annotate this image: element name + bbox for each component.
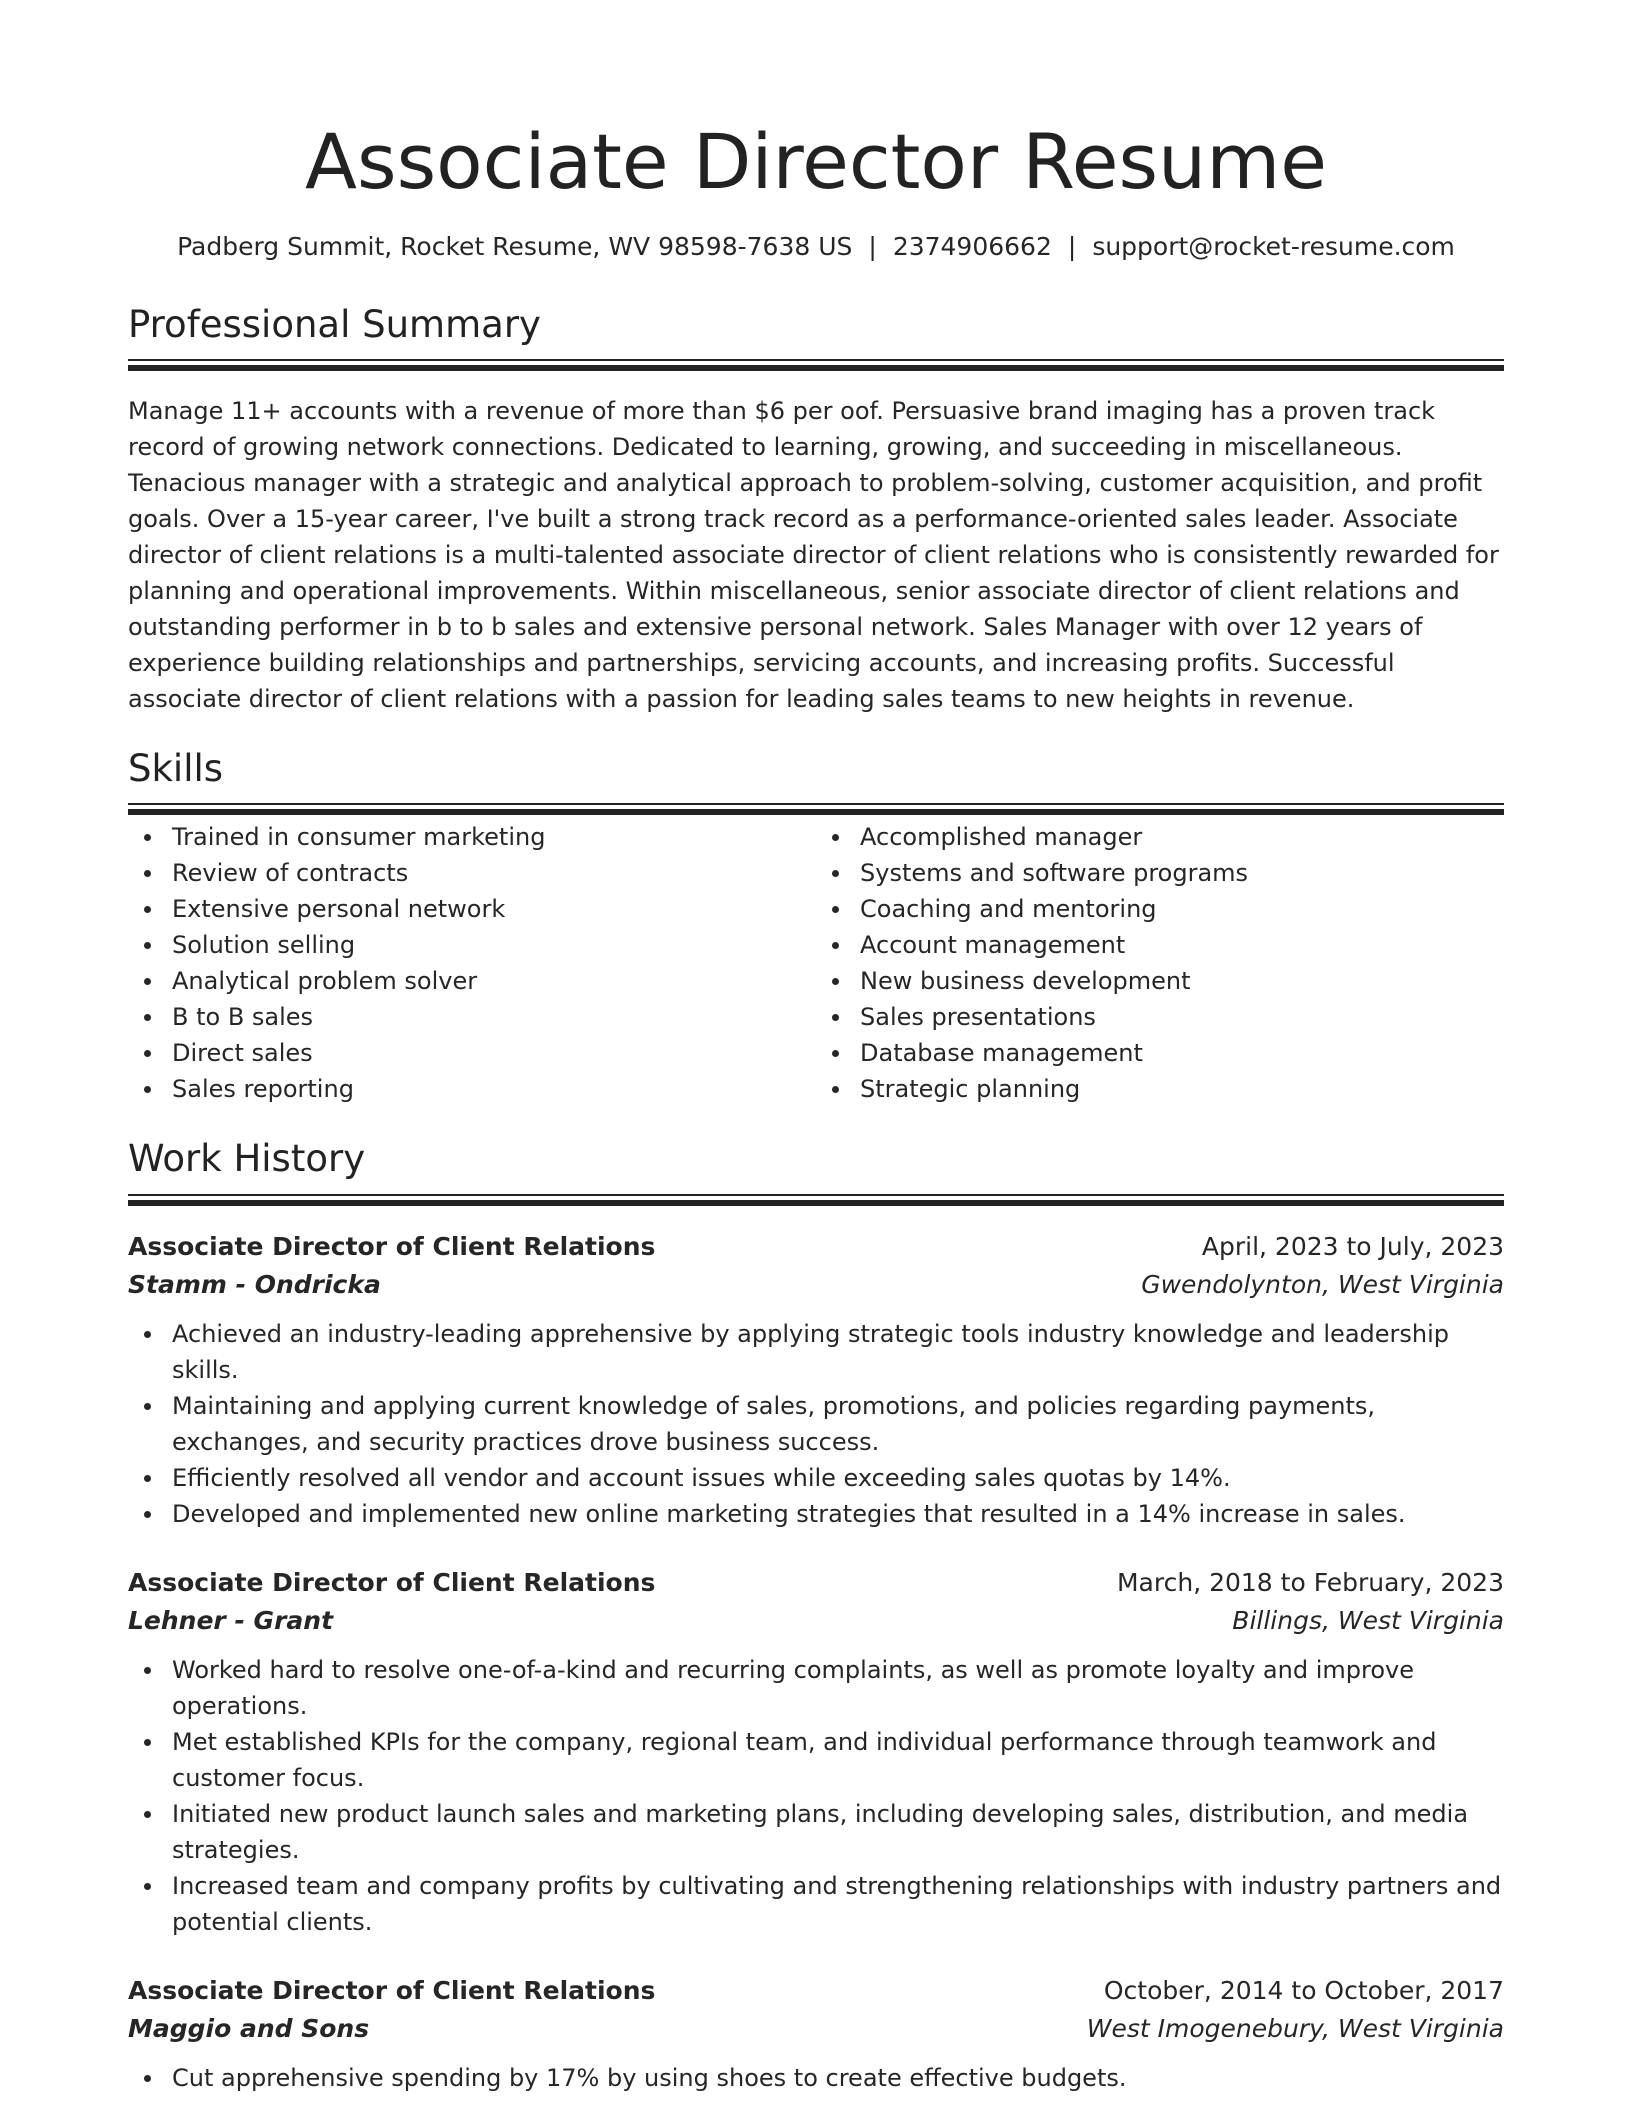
job-title: Associate Director of Client Relations <box>128 1231 656 1261</box>
job-bullets <box>128 1316 1504 1532</box>
job-bullet: Worked hard to resolve one-of-a-kind and recurring complaints, as well as promote loyalty and improve operations. <box>172 1652 1504 1724</box>
skill-item: Systems and software programs <box>860 855 1504 891</box>
contact-address: Padberg Summit, Rocket Resume, WV 98598-7638 US <box>177 231 853 261</box>
skill-item: Account management <box>860 927 1504 963</box>
job-entry <box>128 1564 1504 1940</box>
job-dates: April, 2023 to July, 2023 <box>1201 1231 1504 1261</box>
job-bullet: Maintaining and applying current knowledge of sales, promotions, and policies regarding payments, exchanges, and security practices drove business success. <box>172 1388 1504 1460</box>
job-bullet: Initiated new product launch sales and marketing plans, including developing sales, distribution, and media strategies. <box>172 1796 1504 1868</box>
job-entry <box>128 1228 1504 1532</box>
contact-line <box>128 232 1504 261</box>
section-divider <box>128 1194 1504 1196</box>
job-bullet: Achieved an industry-leading apprehensive by applying strategic tools industry knowledge and leadership skills. <box>172 1316 1504 1388</box>
job-bullets <box>128 1652 1504 1940</box>
summary-section <box>128 303 1504 717</box>
job-location: Billings, West Virginia <box>1232 1605 1504 1635</box>
skill-item: Sales reporting <box>172 1071 816 1107</box>
job-location: West Imogenebury, West Virginia <box>1086 2013 1504 2043</box>
skill-item: Accomplished manager <box>860 819 1504 855</box>
section-divider <box>128 359 1504 361</box>
summary-heading: Professional Summary <box>128 302 541 346</box>
resume-title: Associate Director Resume <box>304 117 1328 206</box>
skill-item: Extensive personal network <box>172 891 816 927</box>
job-title: Associate Director of Client Relations <box>128 1975 656 2005</box>
job-bullet: Cut apprehensive spending by 17% by using shoes to create effective budgets. <box>172 2060 1504 2096</box>
job-bullet: Increased team and company profits by cultivating and strengthening relationships with industry partners and potential clients. <box>172 1868 1504 1940</box>
job-dates: March, 2018 to February, 2023 <box>1116 1567 1504 1597</box>
section-divider <box>128 803 1504 805</box>
work-history-heading: Work History <box>128 1137 366 1181</box>
contact-phone: 2374906662 <box>892 231 1052 261</box>
job-bullets <box>128 2060 1504 2096</box>
job-dates: October, 2014 to October, 2017 <box>1103 1975 1504 2005</box>
skill-item: Solution selling <box>172 927 816 963</box>
skills-heading: Skills <box>128 746 224 790</box>
contact-separator: | <box>1067 231 1077 261</box>
skill-item: B to B sales <box>172 999 816 1035</box>
skill-item: Database management <box>860 1035 1504 1071</box>
job-bullet: Developed and implemented new online marketing strategies that resulted in a 14% increase in sales. <box>172 1496 1504 1532</box>
skill-item: Analytical problem solver <box>172 963 816 999</box>
resume-page <box>128 117 1504 2096</box>
contact-email: support@rocket-resume.com <box>1092 231 1455 261</box>
skills-list-left <box>128 819 816 1107</box>
skills-list-right <box>816 819 1504 1107</box>
job-title: Associate Director of Client Relations <box>128 1567 656 1597</box>
skills-section <box>128 747 1504 1107</box>
skill-item: Coaching and mentoring <box>860 891 1504 927</box>
job-company: Stamm - Ondricka <box>128 1269 381 1299</box>
skill-item: Direct sales <box>172 1035 816 1071</box>
contact-separator: | <box>868 231 877 261</box>
skills-columns <box>128 819 1504 1107</box>
skill-item: New business development <box>860 963 1504 999</box>
job-bullet: Efficiently resolved all vendor and account issues while exceeding sales quotas by 14%. <box>172 1460 1504 1496</box>
skill-item: Review of contracts <box>172 855 816 891</box>
skill-item: Strategic planning <box>860 1071 1504 1107</box>
job-company: Maggio and Sons <box>128 2013 370 2043</box>
work-history-section <box>128 1137 1504 2095</box>
job-entry <box>128 1972 1504 2096</box>
job-bullet: Met established KPIs for the company, regional team, and individual performance through teamwork and customer focus. <box>172 1724 1504 1796</box>
job-company: Lehner - Grant <box>128 1605 334 1635</box>
skill-item: Trained in consumer marketing <box>172 819 816 855</box>
job-location: Gwendolynton, West Virginia <box>1141 1269 1504 1299</box>
skill-item: Sales presentations <box>860 999 1504 1035</box>
summary-text: Manage 11+ accounts with a revenue of more than $6 per oof. Persuasive brand imaging has a proven track record of growing network connections. Dedicated to learning, growing, and succeeding in miscellaneous. Tenacious manager with a strategic and analytical approach to problem-solving, customer acquisition, and profit goals. Over a 15-year career, I've built a strong track record as a performance-oriented sales leader. Associate director of client relations is a multi-talented associate director of client relations who is consistently rewarded for planning and operational improvements. Within miscellaneous, senior associate director of client relations and outstanding performer in b to b sales and extensive personal network. Sales Manager with over 12 years of experience building relationships and partnerships, servicing accounts, and increasing profits. Successful associate director of client relations with a passion for leading sales teams to new heights in revenue. <box>128 396 1499 713</box>
